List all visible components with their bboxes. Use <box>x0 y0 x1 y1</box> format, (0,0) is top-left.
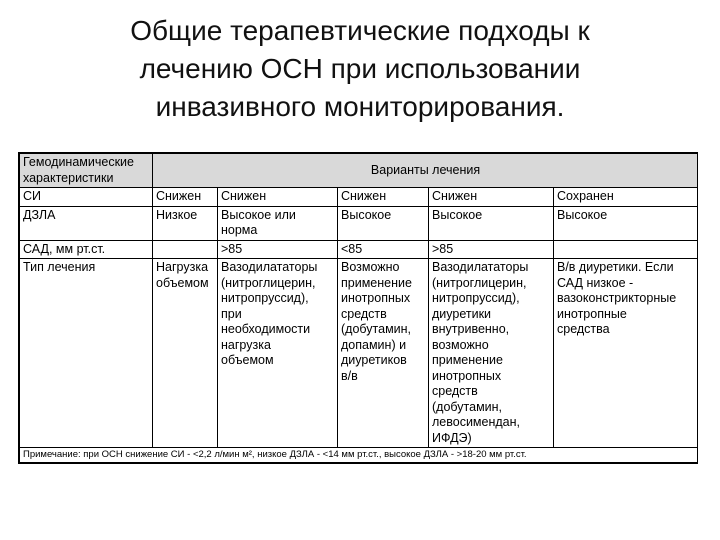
table-cell <box>429 188 554 207</box>
table-cell <box>554 259 698 448</box>
table-cell-line: Снижен <box>432 189 478 203</box>
table-cell-line: диуретиков <box>341 353 407 367</box>
table-cell-line: В/в диуретики. Если <box>557 260 674 274</box>
table-cell <box>338 259 429 448</box>
slide-title-line-2: лечению ОСН при использовании <box>139 53 581 84</box>
row-treatment-type <box>20 259 698 448</box>
table-cell-line: диуретики <box>432 306 492 321</box>
row-label-line: САД, мм рт.ст. <box>23 241 106 256</box>
slide-title-line-1: Общие терапевтические подходы к <box>130 15 590 46</box>
table-cell-line: Высокое или <box>221 207 296 222</box>
table-cell-line: средств <box>432 384 478 398</box>
table-cell-line: САД низкое - <box>557 275 634 290</box>
table-cell <box>218 206 338 240</box>
table-cell <box>429 240 554 259</box>
treatment-grid <box>19 153 698 463</box>
table-cell-line: (добутамин, <box>341 322 412 336</box>
table-cell-line: Снижен <box>156 189 202 203</box>
table-cell <box>153 206 218 240</box>
table-body <box>20 188 698 448</box>
table-cell-line: >85 <box>221 241 243 256</box>
table-cell <box>338 240 429 259</box>
table-cell-line: Вазодилататоры <box>432 260 529 274</box>
table-cell <box>554 206 698 240</box>
row-dzla <box>20 206 698 240</box>
table-cell-line: Вазодилататоры <box>221 260 318 274</box>
table-cell <box>218 240 338 259</box>
table-cell <box>554 240 698 259</box>
table-cell <box>153 188 218 207</box>
table-cell-line: нитропруссид), <box>432 291 520 305</box>
table-cell <box>338 188 429 207</box>
table-cell-line: левосимендан, <box>432 415 521 429</box>
row-label-line: Тип лечения <box>23 260 96 274</box>
table-cell-line: ИФДЭ) <box>432 430 472 445</box>
table-cell-line: допамин) и <box>341 337 407 352</box>
table-cell-line: Высокое <box>557 207 608 222</box>
header-row <box>20 154 698 188</box>
table-cell-line: инотропные <box>557 306 627 321</box>
table-cell-line: применение <box>341 275 412 290</box>
table-cell <box>554 188 698 207</box>
table-cell-line: Нагрузка <box>156 260 209 274</box>
table-cell-line: в/в <box>341 368 358 383</box>
table-cell-line: нитропруссид), <box>221 291 309 305</box>
table-cell-line: объемом <box>221 353 274 367</box>
table-cell-line: (нитроглицерин, <box>221 275 316 290</box>
table-cell-line: внутривенно, <box>432 322 510 336</box>
row-sad <box>20 240 698 259</box>
table-cell <box>429 259 554 448</box>
table-cell-line: необходимости <box>221 322 311 336</box>
header-col0-line: Гемодинамические <box>23 155 134 169</box>
table-cell-line: возможно <box>432 337 489 352</box>
table-cell <box>218 188 338 207</box>
row-si <box>20 188 698 207</box>
table-cell-line: инотропных <box>341 291 411 305</box>
header-col0-line: характеристики <box>23 170 114 185</box>
header-hemodynamic-characteristics <box>20 154 153 188</box>
table-cell-line: применение <box>432 353 503 367</box>
table-cell-line: Высокое <box>432 207 483 222</box>
table-cell <box>429 206 554 240</box>
table-cell-line: Снижен <box>221 189 267 203</box>
slide-title-line-3: инвазивного мониторирования. <box>155 91 565 122</box>
table-cell-line: (нитроглицерин, <box>432 275 527 290</box>
table-cell-line: средства <box>557 322 610 336</box>
table-cell-line: Высокое <box>341 207 392 222</box>
note-row <box>20 448 698 463</box>
table-cell-line: инотропных <box>432 368 502 383</box>
table-cell-line: (добутамин, <box>432 399 503 414</box>
row-label-line: ДЗЛА <box>23 207 56 222</box>
slide-title <box>40 12 680 126</box>
table-cell-line: Снижен <box>341 189 387 203</box>
row-label <box>20 206 153 240</box>
table-cell <box>218 259 338 448</box>
table-cell-line: Сохранен <box>557 189 614 203</box>
table-cell-line: средств <box>341 306 387 321</box>
table-cell-line: Возможно <box>341 260 400 274</box>
table-cell-line: вазоконстрикторные <box>557 291 677 305</box>
table-cell-line: <85 <box>341 241 363 256</box>
treatment-table <box>18 152 698 464</box>
row-label <box>20 259 153 448</box>
table-cell-line: >85 <box>432 241 454 256</box>
table-cell <box>338 206 429 240</box>
table-cell <box>153 259 218 448</box>
table-cell-line: объемом <box>156 275 209 290</box>
header-treatment-variants: Варианты лечения <box>153 154 698 188</box>
row-label-line: СИ <box>23 189 42 203</box>
table-cell-line: при <box>221 306 242 321</box>
row-label <box>20 240 153 259</box>
table-cell-line: Низкое <box>156 207 198 222</box>
table-cell-line: нагрузка <box>221 337 271 352</box>
table-cell <box>153 240 218 259</box>
row-label <box>20 188 153 207</box>
table-cell-line: норма <box>221 223 258 237</box>
table-note: Примечание: при ОСН снижение СИ - <2,2 л/мин м², низкое ДЗЛА - <14 мм рт.ст., высокое ДЗЛА - >18-20 мм рт.ст. <box>20 448 698 463</box>
